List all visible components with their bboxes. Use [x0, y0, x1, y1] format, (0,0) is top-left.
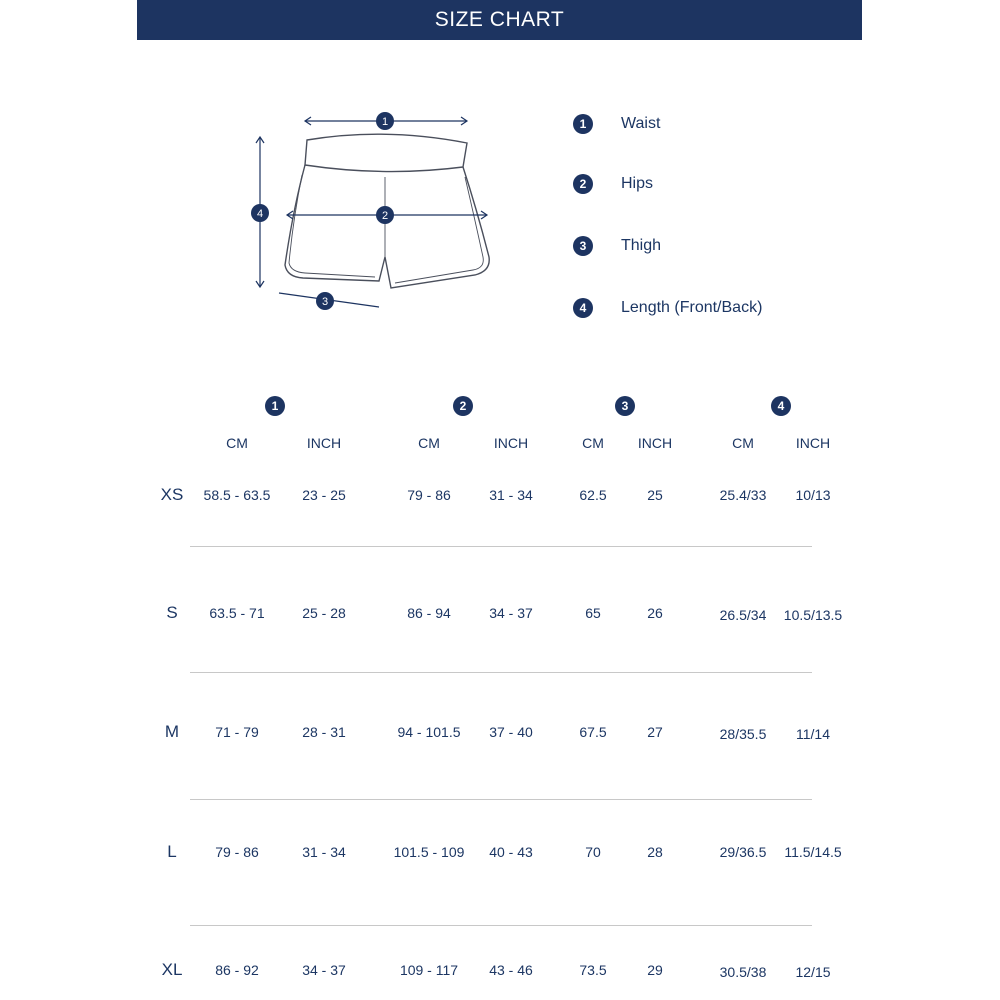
shorts-diagram: [245, 105, 495, 315]
diagram-marker-4: [251, 204, 269, 222]
svg-text:2: 2: [381, 210, 389, 222]
table-cell: 73.5: [579, 962, 607, 978]
size-label: S: [166, 603, 178, 622]
table-cell: 26.5/34: [719, 607, 767, 623]
table-cell: 86 - 92: [215, 962, 259, 978]
table-cell: 27: [647, 724, 663, 740]
svg-text:1: 1: [381, 116, 389, 128]
table-cell: 10/13: [795, 487, 831, 503]
table-cell: 101.5 - 109: [393, 844, 465, 860]
column-group-badge: 1: [265, 396, 285, 416]
table-cell: 37 - 40: [489, 724, 533, 740]
column-group-badge: 4: [771, 396, 791, 416]
legend-label: Waist: [621, 115, 661, 132]
table-cell: 71 - 79: [215, 724, 259, 740]
legend-badge: 2: [573, 174, 593, 194]
table-cell: 26: [647, 605, 663, 621]
column-group-badge: 3: [615, 396, 635, 416]
table-cell: 79 - 86: [407, 487, 451, 503]
row-divider: [190, 672, 812, 673]
table-cell: 30.5/38: [719, 964, 767, 980]
table-cell: 25 - 28: [302, 605, 346, 621]
table-cell: 28: [647, 844, 663, 860]
table-cell: 31 - 34: [302, 844, 346, 860]
legend-label: Thigh: [621, 237, 662, 254]
table-cell: 25: [647, 487, 663, 503]
table-cell: 65: [585, 605, 601, 621]
row-divider: [190, 925, 812, 926]
page-title: SIZE CHART: [434, 8, 565, 31]
unit-header: CM: [418, 435, 440, 451]
svg-text:3: 3: [321, 296, 329, 308]
column-group-badge: 2: [453, 396, 473, 416]
table-cell: 28/35.5: [719, 726, 767, 742]
unit-header: CM: [732, 435, 754, 451]
table-cell: 40 - 43: [489, 844, 533, 860]
row-divider: [190, 546, 812, 547]
table-cell: 43 - 46: [489, 962, 533, 978]
table-cell: 10.5/13.5: [783, 607, 843, 623]
table-cell: 34 - 37: [489, 605, 533, 621]
row-divider: [190, 799, 812, 800]
legend-label: Hips: [621, 175, 654, 192]
table-cell: 23 - 25: [302, 487, 346, 503]
table-cell: 29: [647, 962, 663, 978]
legend-badge: 1: [573, 114, 593, 134]
table-cell: 94 - 101.5: [397, 724, 461, 740]
size-chart-header: [137, 0, 862, 40]
unit-header: INCH: [795, 435, 831, 451]
svg-text:4: 4: [256, 208, 264, 220]
table-cell: 28 - 31: [302, 724, 346, 740]
size-label: L: [167, 842, 177, 861]
table-cell: 12/15: [795, 964, 831, 980]
table-cell: 34 - 37: [302, 962, 346, 978]
unit-header: CM: [582, 435, 604, 451]
table-cell: 79 - 86: [215, 844, 259, 860]
legend-badge: 3: [573, 236, 593, 256]
table-cell: 25.4/33: [719, 487, 767, 503]
size-label: XL: [161, 960, 183, 979]
waistband-outline: [305, 134, 467, 171]
unit-header: INCH: [306, 435, 342, 451]
size-label: M: [164, 722, 180, 741]
table-cell: 67.5: [579, 724, 607, 740]
table-cell: 11/14: [796, 726, 830, 742]
diagram-marker-3: [316, 292, 334, 310]
table-cell: 63.5 - 71: [209, 605, 265, 621]
diagram-marker-2: [376, 206, 394, 224]
table-cell: 70: [585, 844, 601, 860]
unit-header: CM: [226, 435, 248, 451]
table-cell: 86 - 94: [407, 605, 451, 621]
table-cell: 58.5 - 63.5: [203, 487, 271, 503]
legend-badge: 4: [573, 298, 593, 318]
table-cell: 31 - 34: [489, 487, 533, 503]
size-label: XS: [160, 485, 184, 504]
diagram-marker-1: [376, 112, 394, 130]
unit-header: INCH: [637, 435, 673, 451]
table-cell: 29/36.5: [719, 844, 767, 860]
table-cell: 11.5/14.5: [784, 844, 842, 860]
unit-header: INCH: [493, 435, 529, 451]
shorts-outline: [285, 165, 489, 288]
table-cell: 62.5: [579, 487, 607, 503]
legend-label: Length (Front/Back): [621, 299, 763, 316]
table-cell: 109 - 117: [399, 962, 459, 978]
